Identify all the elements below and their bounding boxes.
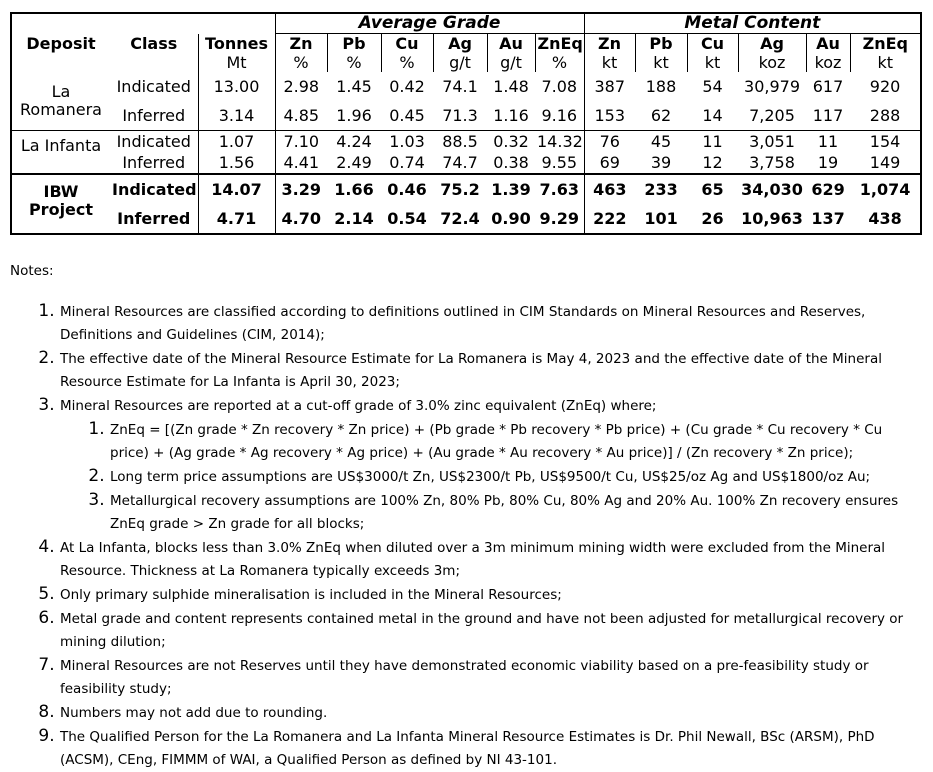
metal-cell: 438 xyxy=(868,209,902,228)
metal-unit: kt xyxy=(584,53,635,72)
metal-cell: 76 xyxy=(584,130,635,152)
grade-cell: 1.03 xyxy=(381,130,433,152)
deposit-name: IBW Project xyxy=(11,174,110,234)
tonnes-cell: 4.71 xyxy=(198,204,275,234)
metal-cell: 188 xyxy=(645,77,677,96)
metal-cell: 26 xyxy=(701,209,724,228)
grade-col-zneq: ZnEq xyxy=(535,34,584,54)
grade-cell: 2.14 xyxy=(334,209,374,228)
deposit-header: Deposit xyxy=(26,33,96,53)
grade-cell: 4.24 xyxy=(327,130,381,152)
tonnes-cell: 3.14 xyxy=(198,101,275,130)
grade-unit: g/t xyxy=(487,53,535,72)
note-subitem: 1. ZnEq = [(Zn grade * Zn recovery * Zn price) + (Pb grade * Pb recovery * Pb price) + (Cu grade * Cu recovery * Cu price) + (Ag grade * Ag recovery * Ag price) + (Au grade * Au recovery * Au price)] / (Zn recovery * Zn price); xyxy=(110,418,925,465)
grade-cell: 0.46 xyxy=(381,174,433,204)
metal-cell: 233 xyxy=(635,174,687,204)
metal-cell: 153 xyxy=(584,101,635,130)
grade-col-au: Au xyxy=(487,34,535,54)
metal-cell: 463 xyxy=(584,174,635,204)
grade-cell: 2.98 xyxy=(275,72,327,101)
grade-cell: 88.5 xyxy=(433,130,487,152)
metal-col-pb: Pb xyxy=(635,34,687,54)
metal-cell: 62 xyxy=(650,105,672,125)
grade-cell: 74.7 xyxy=(442,153,478,172)
metal-cell: 19 xyxy=(817,153,839,172)
table-row xyxy=(11,152,921,174)
note-subitem: 3. Metallurgical recovery assumptions are 100% Zn, 80% Pb, 80% Cu, 80% Ag and 20% Au. 100% Zn recovery ensures ZnEq grade > Zn grade for all blocks; xyxy=(110,489,925,536)
notes-sublist xyxy=(60,418,925,536)
note-item: 2. The effective date of the Mineral Resource Estimate for La Romanera is May 4, 2023 and the effective date of the Mineral Resource Estimate for La Infanta is April 30, 2023; xyxy=(60,347,925,394)
metal-cell: 12 xyxy=(702,153,723,172)
metal-unit: koz xyxy=(806,53,850,72)
tonnes-cell: 1.07 xyxy=(198,130,275,152)
grade-unit: % xyxy=(275,53,327,72)
tonnes-cell: 1.56 xyxy=(198,152,275,174)
class-cell: Indicated xyxy=(110,130,198,152)
metal-cell: 101 xyxy=(644,209,678,228)
grade-cell: 0.32 xyxy=(487,130,535,152)
metal-col-cu: Cu xyxy=(687,34,738,54)
grade-cell: 9.55 xyxy=(541,153,578,172)
grade-cell: 7.10 xyxy=(275,130,327,152)
grade-cell: 14.32 xyxy=(537,131,583,151)
table-row xyxy=(11,130,921,152)
metal-content-header: Metal Content xyxy=(584,13,921,34)
grade-cell: 2.49 xyxy=(336,153,372,172)
tonnes-cell: 14.07 xyxy=(198,174,275,204)
metal-col-zn: Zn xyxy=(584,34,635,54)
metal-cell: 920 xyxy=(869,77,901,96)
note-item: 7. Mineral Resources are not Reserves until they have demonstrated economic viability based on a pre-feasibility study or feasibility study; xyxy=(60,654,925,701)
metal-cell: 1,074 xyxy=(850,174,921,204)
metal-cell: 65 xyxy=(687,174,738,204)
grade-cell: 75.2 xyxy=(433,174,487,204)
metal-unit: kt xyxy=(687,53,738,72)
grade-cell: 4.70 xyxy=(275,204,327,234)
deposit-name: La Infanta xyxy=(11,130,110,174)
table-row xyxy=(11,101,921,130)
grade-cell: 1.48 xyxy=(493,77,529,96)
tonnes-cell: 13.00 xyxy=(198,72,275,101)
grade-cell: 1.66 xyxy=(327,174,381,204)
grade-cell: 0.90 xyxy=(491,209,531,228)
metal-cell: 629 xyxy=(806,174,850,204)
metal-cell: 30,979 xyxy=(744,77,800,96)
class-cell: Inferred xyxy=(122,105,186,125)
metal-cell: 11 xyxy=(806,130,850,152)
metal-col-zneq: ZnEq xyxy=(850,34,921,54)
note-item: 4. At La Infanta, blocks less than 3.0% ZnEq when diluted over a 3m minimum mining width were excluded from the Mineral Resource. Thickness at La Romanera typically exceeds 3m; xyxy=(60,536,925,583)
table-row xyxy=(11,174,921,204)
grade-cell: 0.45 xyxy=(389,105,425,125)
note-item: 5. Only primary sulphide mineralisation is included in the Mineral Resources; xyxy=(60,583,925,607)
metal-cell: 34,030 xyxy=(738,174,806,204)
metal-cell: 387 xyxy=(584,72,635,101)
metal-cell: 3,758 xyxy=(749,153,795,172)
grade-unit: % xyxy=(535,53,584,72)
grade-col-zn: Zn xyxy=(275,34,327,54)
deposit-name: La Romanera xyxy=(20,82,102,119)
table-row xyxy=(11,204,921,234)
class-cell: Indicated xyxy=(116,77,191,96)
grade-cell: 74.1 xyxy=(442,77,478,96)
metal-cell: 14 xyxy=(702,105,723,125)
metal-unit: kt xyxy=(635,53,687,72)
metal-cell: 617 xyxy=(812,77,844,96)
metal-cell: 137 xyxy=(811,209,845,228)
metal-col-ag: Ag xyxy=(738,34,806,54)
grade-cell: 72.4 xyxy=(440,209,480,228)
grade-cell: 9.16 xyxy=(541,105,578,125)
mineral-resource-table xyxy=(10,12,922,235)
metal-cell: 69 xyxy=(584,152,635,174)
note-item: 1. Mineral Resources are classified according to definitions outlined in CIM Standards on Mineral Resources and Reserves, Definitions and Guidelines (CIM, 2014); xyxy=(60,300,925,347)
metal-cell: 45 xyxy=(635,130,687,152)
grade-cell: 1.96 xyxy=(336,105,372,125)
metal-cell: 117 xyxy=(812,105,844,125)
grade-cell: 9.29 xyxy=(539,209,579,228)
metal-unit: koz xyxy=(738,53,806,72)
grade-cell: 4.41 xyxy=(275,152,327,174)
metal-cell: 222 xyxy=(584,204,635,234)
metal-cell: 149 xyxy=(869,153,901,172)
grade-cell: 7.08 xyxy=(541,77,578,96)
grade-cell: 3.29 xyxy=(275,174,327,204)
note-item xyxy=(60,394,925,536)
grade-cell: 4.85 xyxy=(275,101,327,130)
metal-unit: kt xyxy=(850,53,921,72)
average-grade-header: Average Grade xyxy=(275,13,584,34)
grade-unit: % xyxy=(381,53,433,72)
metal-cell: 39 xyxy=(650,153,672,172)
grade-unit: % xyxy=(327,53,381,72)
metal-cell: 11 xyxy=(687,130,738,152)
note-item: 6. Metal grade and content represents contained metal in the ground and have not been adjusted for metallurgical recovery or mining dilution; xyxy=(60,607,925,654)
grade-unit: g/t xyxy=(433,53,487,72)
notes-section xyxy=(10,260,925,772)
metal-cell: 288 xyxy=(869,105,901,125)
grade-cell: 0.54 xyxy=(387,209,427,228)
note-item: 8. Numbers may not add due to rounding. xyxy=(60,701,925,725)
grade-col-ag: Ag xyxy=(433,34,487,54)
notes-title: Notes: xyxy=(10,263,54,279)
grade-cell: 0.42 xyxy=(389,77,425,96)
metal-col-au: Au xyxy=(806,34,850,54)
class-cell: Inferred xyxy=(117,209,191,228)
tonnes-header: Tonnes xyxy=(198,34,275,54)
grade-cell: 71.3 xyxy=(442,105,478,125)
grade-col-pb: Pb xyxy=(327,34,381,54)
tonnes-unit: Mt xyxy=(198,53,275,72)
metal-cell: 54 xyxy=(702,77,723,96)
metal-cell: 10,963 xyxy=(741,209,803,228)
class-header: Class xyxy=(130,33,178,53)
grade-cell: 1.16 xyxy=(493,105,529,125)
grade-cell: 0.74 xyxy=(389,153,425,172)
grade-cell: 7.63 xyxy=(535,174,584,204)
grade-col-cu: Cu xyxy=(381,34,433,54)
class-cell: Indicated xyxy=(110,174,198,204)
grade-cell: 1.45 xyxy=(336,77,372,96)
grade-cell: 0.38 xyxy=(493,153,529,172)
metal-cell: 154 xyxy=(850,130,921,152)
table-row xyxy=(11,72,921,101)
note-subitem: 2. Long term price assumptions are US$3000/t Zn, US$2300/t Pb, US$9500/t Cu, US$25/oz Ag and US$1800/oz Au; xyxy=(110,465,925,489)
metal-cell: 3,051 xyxy=(738,130,806,152)
metal-cell: 7,205 xyxy=(749,105,795,125)
note-item: 9. The Qualified Person for the La Romanera and La Infanta Mineral Resource Estimates is Dr. Phil Newall, BSc (ARSM), PhD (ACSM), CEng, FIMMM of WAI, a Qualified Person as defined by NI 43-101. xyxy=(60,725,925,772)
note-text: Mineral Resources are reported at a cut-off grade of 3.0% zinc equivalent (ZnEq) where; xyxy=(60,398,657,414)
grade-cell: 1.39 xyxy=(487,174,535,204)
class-cell: Inferred xyxy=(122,153,186,172)
notes-list xyxy=(10,300,925,772)
